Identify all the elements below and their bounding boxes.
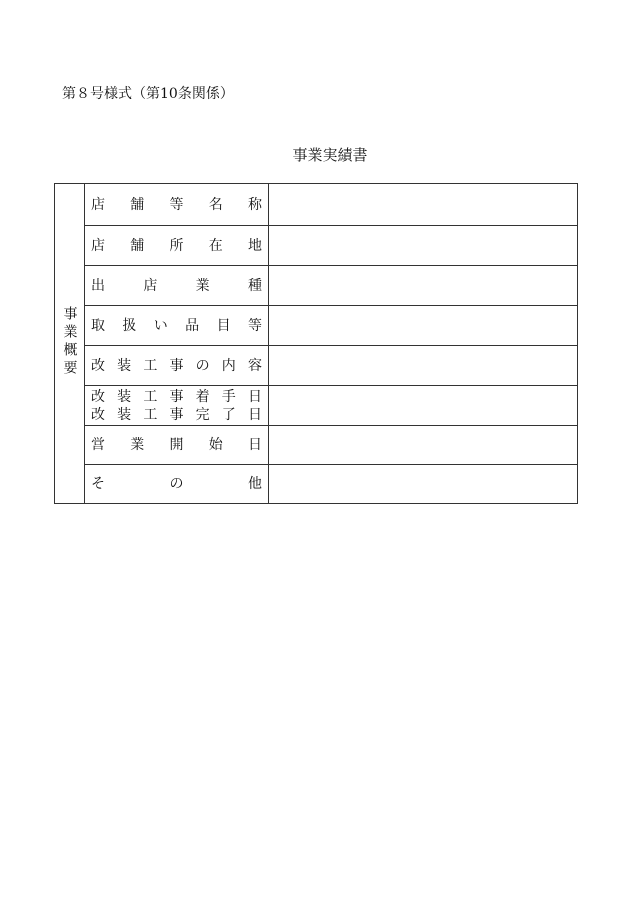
- opening-date-field[interactable]: [269, 426, 578, 465]
- label-char: 工: [143, 406, 158, 423]
- row-label: [91, 317, 262, 335]
- row-label-renovation-dates: [85, 386, 269, 426]
- label-char: 内: [221, 357, 236, 374]
- label-char: 店: [91, 196, 105, 213]
- label-char: 装: [117, 388, 132, 405]
- label-char: 改: [91, 357, 105, 374]
- business-type-field[interactable]: [269, 266, 578, 306]
- items-handled-field[interactable]: [269, 306, 578, 346]
- label-char: 装: [117, 357, 132, 374]
- label-char: 日: [248, 437, 262, 453]
- label-char: い: [153, 317, 168, 334]
- label-char: 称: [248, 196, 262, 213]
- label-char: 完: [195, 406, 210, 423]
- row-label-store-location: [85, 226, 269, 266]
- label-char: 事: [169, 388, 184, 405]
- label-char: 扱: [122, 317, 137, 334]
- row-label-store-name: [85, 184, 269, 226]
- label-char: 工: [143, 388, 158, 405]
- label-char: 種: [247, 277, 262, 294]
- store-name-field[interactable]: [269, 184, 578, 226]
- row-label: [91, 357, 262, 375]
- row-label-other: [85, 465, 269, 504]
- label-char: 在: [208, 237, 223, 254]
- label-char: 地: [248, 237, 262, 254]
- row-label-items-handled: [85, 306, 269, 346]
- label-char: 開: [169, 437, 184, 453]
- row-label: [91, 475, 262, 493]
- label-char: 取: [91, 317, 105, 334]
- row-label: [91, 237, 262, 255]
- label-char: 所: [169, 237, 184, 254]
- label-char: 日: [247, 406, 262, 423]
- table-row: [55, 184, 578, 226]
- table-row: [55, 426, 578, 465]
- label-char: 始: [208, 437, 223, 453]
- row-label-business-type: [85, 266, 269, 306]
- table-row: [55, 465, 578, 504]
- label-char: 了: [221, 406, 236, 423]
- label-char: 業: [130, 437, 145, 453]
- renovation-dates-field[interactable]: [269, 386, 578, 426]
- label-char: 事: [169, 357, 184, 374]
- label-char: 業: [195, 277, 210, 294]
- label-char: 店: [143, 277, 158, 294]
- label-char: 舗: [130, 237, 145, 254]
- form-number: 第８号様式（第10条関係）: [62, 86, 234, 102]
- label-char: 名: [208, 196, 223, 213]
- label-char: 改: [91, 406, 105, 423]
- section-label-cell: [55, 184, 85, 504]
- label-char: 出: [91, 277, 105, 294]
- label-char: 等: [169, 196, 184, 213]
- row-label: [91, 388, 262, 406]
- table-row: [55, 306, 578, 346]
- row-label: [91, 406, 262, 424]
- other-field[interactable]: [269, 465, 578, 504]
- section-label: 事業概要: [61, 305, 78, 378]
- label-char: 営: [91, 437, 105, 453]
- label-char: 装: [117, 406, 132, 423]
- label-char: 手: [221, 388, 236, 405]
- label-char: 着: [195, 388, 210, 405]
- label-char: 品: [185, 317, 200, 334]
- row-label: [91, 436, 262, 454]
- business-results-table: [54, 183, 578, 504]
- label-char: 等: [247, 317, 262, 334]
- label-char: 舗: [130, 196, 145, 213]
- row-label: [91, 196, 262, 214]
- label-char: 容: [247, 357, 262, 374]
- label-char: の: [169, 476, 184, 492]
- label-char: 目: [216, 317, 231, 334]
- document-title: 事業実績書: [292, 146, 368, 164]
- renovation-details-field[interactable]: [269, 346, 578, 386]
- table-row: [55, 386, 578, 426]
- label-char: 改: [91, 388, 105, 405]
- table-row: [55, 346, 578, 386]
- row-label-opening-date: [85, 426, 269, 465]
- table-row: [55, 226, 578, 266]
- label-char: 他: [248, 476, 262, 492]
- table-row: [55, 266, 578, 306]
- label-char: 工: [143, 357, 158, 374]
- row-label: [91, 277, 262, 295]
- label-char: そ: [91, 476, 105, 492]
- label-char: 事: [169, 406, 184, 423]
- row-label-renovation-details: [85, 346, 269, 386]
- store-location-field[interactable]: [269, 226, 578, 266]
- label-char: 店: [91, 237, 105, 254]
- label-char: 日: [247, 388, 262, 405]
- label-char: の: [195, 357, 210, 374]
